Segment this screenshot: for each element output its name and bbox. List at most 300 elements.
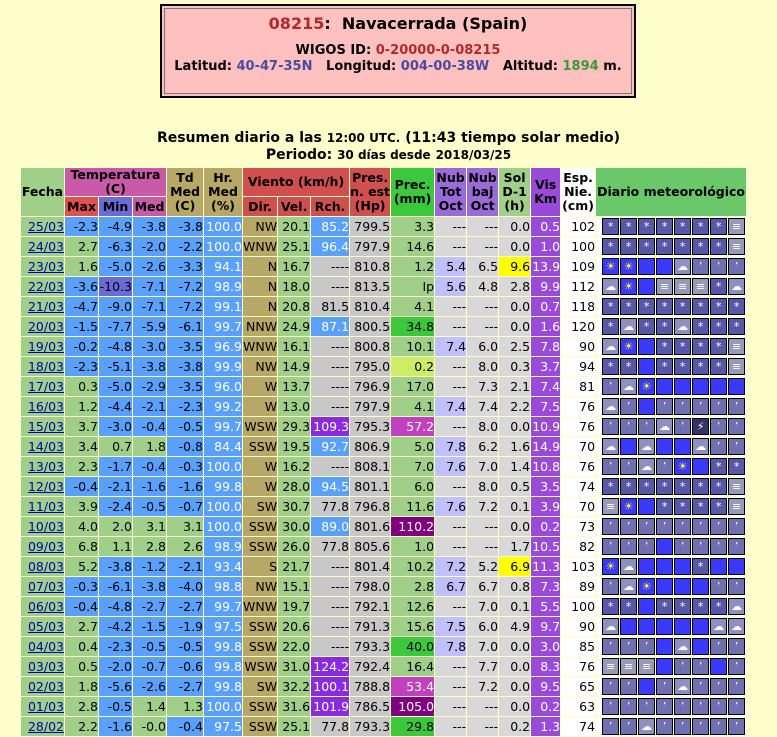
rain-icon: ʼ [674,518,691,535]
fog-icon: ≡ [656,278,673,295]
wind-dir-cell: SW [243,497,277,516]
cloud-total-cell: 7.5 [435,617,466,636]
sunshine-cell: 0.0 [499,677,530,696]
humidity-cell: 98.9 [204,537,242,556]
table-row [21,357,746,376]
date-link[interactable]: 16/03 [27,399,64,414]
dewpoint-cell: -0.5 [167,417,203,436]
table-row [21,217,746,236]
cloud-icon: ☁ [674,678,691,695]
blank-icon [656,378,673,395]
cloud-icon: ☁ [602,438,619,455]
snow-icon: * [674,498,691,515]
pressure-cell: 796.8 [350,497,390,516]
humidity-cell: 84.4 [204,437,242,456]
alt-unit: m. [603,59,622,74]
date-link[interactable]: 07/03 [27,579,64,594]
dewpoint-cell: 2.6 [167,537,203,556]
rain-icon: ʼ [602,678,619,695]
cloud-total-cell: --- [435,317,466,336]
cloud-low-cell: 6.0 [467,337,498,356]
rain-icon: ʼ [728,678,745,695]
temp-med-cell: -1.6 [133,477,166,496]
blank-icon [710,558,727,575]
snow-icon: * [620,298,637,315]
wind-gust-cell: ---- [311,457,349,476]
temp-med-cell: 3.1 [133,517,166,536]
weather-diary-cell [596,237,746,256]
temp-med-cell: -3.8 [133,357,166,376]
weather-diary-cell [596,417,746,436]
date-link[interactable]: 22/03 [27,279,64,294]
dewpoint-cell: -2.7 [167,677,203,696]
snow-icon: * [692,238,709,255]
snow-icon: * [710,338,727,355]
sunshine-cell: 1.7 [499,537,530,556]
snow-icon: * [674,338,691,355]
blank-icon [656,438,673,455]
sunshine-cell: 0.0 [499,417,530,436]
sunshine-cell: 2.8 [499,277,530,296]
blank-icon [674,578,691,595]
date-cell [21,457,64,476]
dewpoint-cell: -0.3 [167,457,203,476]
date-link[interactable]: 11/03 [27,499,64,514]
col-nubtot: Nub Tot Oct [435,168,466,216]
date-link[interactable]: 08/03 [27,559,64,574]
precip-cell: 11.6 [391,497,434,516]
snow-icon: * [602,598,619,615]
table-row [21,577,746,596]
wind-dir-cell: W [243,377,277,396]
date-link[interactable]: 20/03 [27,319,64,334]
precip-cell: 10.2 [391,557,434,576]
date-link[interactable]: 01/03 [27,699,64,714]
rain-icon: ʼ [692,398,709,415]
date-link[interactable]: 23/03 [27,259,64,274]
wind-speed-cell: 15.1 [278,577,310,596]
wind-speed-cell: 16.2 [278,457,310,476]
blank-icon [710,378,727,395]
blank-icon [656,638,673,655]
humidity-cell: 100.0 [204,237,242,256]
cloud-low-cell: --- [467,537,498,556]
cloud-icon: ☁ [674,258,691,275]
sunshine-cell: 0.0 [499,237,530,256]
cloud-low-cell: 5.2 [467,557,498,576]
temp-max-cell: 3.4 [65,437,98,456]
temp-med-cell: -0.4 [133,417,166,436]
date-link[interactable]: 14/03 [27,439,64,454]
snow-depth-cell: 76 [561,657,595,676]
wind-gust-cell: 77.8 [311,537,349,556]
wind-speed-cell: 32.2 [278,677,310,696]
humidity-cell: 99.7 [204,417,242,436]
temp-min-cell: -5.1 [99,357,132,376]
rain-icon: ʼ [710,438,727,455]
date-link[interactable]: 02/03 [27,679,64,694]
temp-min-cell: -3.0 [99,417,132,436]
weather-diary-cell [596,497,746,516]
dewpoint-cell: -1.9 [167,617,203,636]
table-row [21,617,746,636]
rain-icon: ʼ [674,658,691,675]
snow-icon: * [710,278,727,295]
temp-med-cell: -0.7 [133,657,166,676]
cloud-low-cell: 4.8 [467,277,498,296]
cloud-low-cell: --- [467,717,498,736]
table-row [21,537,746,556]
date-link[interactable]: 17/03 [27,379,64,394]
cloud-low-cell: --- [467,517,498,536]
wind-gust-cell: ---- [311,577,349,596]
date-link[interactable]: 09/03 [27,539,64,554]
precip-cell: 12.6 [391,597,434,616]
precip-cell: 53.4 [391,677,434,696]
wind-gust-cell: ---- [311,557,349,576]
pressure-cell: 806.9 [350,437,390,456]
alt-value: 1894 [562,59,599,74]
visibility-cell: 0.2 [531,517,560,536]
wind-speed-cell: 22.0 [278,637,310,656]
snow-depth-cell: 94 [561,357,595,376]
wind-speed-cell: 14.9 [278,357,310,376]
snow-icon: * [692,358,709,375]
summary-heading [0,130,777,164]
date-link[interactable]: 12/03 [27,479,64,494]
sun-icon: ☀ [620,258,637,275]
cloud-icon: ☁ [638,438,655,455]
cloud-total-cell: --- [435,217,466,236]
blank-icon [692,618,709,635]
temp-min-cell: -4.8 [99,337,132,356]
temp-med-cell: -7.1 [133,297,166,316]
wind-gust-cell: 101.9 [311,697,349,716]
temp-min-cell: -2.0 [99,657,132,676]
date-cell [21,597,64,616]
weather-diary-cell [596,577,746,596]
dewpoint-cell: -2.1 [167,557,203,576]
temp-max-cell: 4.0 [65,517,98,536]
snow-icon: * [692,218,709,235]
temp-max-cell: 0.4 [65,637,98,656]
date-cell [21,477,64,496]
date-link[interactable]: 13/03 [27,459,64,474]
date-link[interactable]: 06/03 [27,599,64,614]
table-row [21,417,746,436]
table-row [21,477,746,496]
col-esp: Esp. Nie. (cm) [561,168,595,216]
temp-max-cell: 1.8 [65,677,98,696]
temp-max-cell: 2.7 [65,617,98,636]
cloud-total-cell: 7.2 [435,557,466,576]
table-row [21,677,746,696]
snow-icon: * [602,218,619,235]
snow-icon: * [710,498,727,515]
blank-icon [710,658,727,675]
temp-max-cell: 6.8 [65,537,98,556]
blank-icon [656,578,673,595]
temp-med-cell: -0.4 [133,457,166,476]
rain-icon: ʼ [728,538,745,555]
sunshine-cell: 9.6 [499,257,530,276]
date-link[interactable]: 25/03 [27,219,64,234]
cloud-low-cell: 7.0 [467,457,498,476]
dewpoint-cell: -3.5 [167,337,203,356]
snow-depth-cell: 70 [561,497,595,516]
dewpoint-cell: -2.7 [167,597,203,616]
rain-icon: ʼ [620,518,637,535]
snow-depth-cell: 120 [561,317,595,336]
fog-icon: ≡ [728,238,745,255]
snow-icon: * [692,318,709,335]
snow-icon: * [674,218,691,235]
temp-med-cell: -7.1 [133,277,166,296]
blank-icon [638,358,655,375]
precip-cell: Ip [391,277,434,296]
date-link[interactable]: 28/02 [27,719,64,734]
date-cell [21,537,64,556]
fog-icon: ≡ [728,338,745,355]
cloud-low-cell: 7.0 [467,597,498,616]
snow-icon: * [656,318,673,335]
rain-icon: ʼ [656,718,673,735]
wind-gust-cell: 100.1 [311,677,349,696]
wind-speed-cell: 19.7 [278,597,310,616]
temp-min-cell: -1.7 [99,457,132,476]
snow-icon: * [656,598,673,615]
precip-cell: 3.3 [391,217,434,236]
rain-icon: ʼ [728,638,745,655]
snow-depth-cell: 90 [561,337,595,356]
sunshine-cell: 0.0 [499,317,530,336]
rain-icon: ʼ [692,518,709,535]
lon-label: Longitud: [326,59,397,74]
date-cell [21,257,64,276]
precip-cell: 4.1 [391,297,434,316]
rain-icon: ʼ [656,678,673,695]
weather-diary-cell [596,657,746,676]
wind-speed-cell: 25.1 [278,717,310,736]
col-med: Med [133,197,166,216]
visibility-cell: 3.0 [531,637,560,656]
snow-icon: * [638,478,655,495]
dewpoint-cell: -1.6 [167,477,203,496]
rain-icon: ʼ [602,718,619,735]
blank-icon [656,258,673,275]
visibility-cell: 0.5 [531,217,560,236]
date-link[interactable]: 15/03 [27,419,64,434]
snow-icon: * [692,598,709,615]
col-sol: Sol D-1 (h) [499,168,530,216]
snow-icon: * [656,218,673,235]
wind-dir-cell: NNW [243,317,277,336]
pressure-cell: 791.3 [350,617,390,636]
temp-med-cell: -2.0 [133,237,166,256]
weather-diary-cell [596,457,746,476]
summary-line-2 [0,147,777,164]
date-cell [21,577,64,596]
date-cell [21,337,64,356]
sunshine-cell: 0.5 [499,477,530,496]
temp-min-cell: -5.6 [99,677,132,696]
visibility-cell: 7.5 [531,397,560,416]
date-link[interactable]: 04/03 [27,639,64,654]
table-row [21,497,746,516]
weather-diary-cell [596,517,746,536]
temp-min-cell: -0.5 [99,697,132,716]
period-date: 2018/03/25 [435,148,512,162]
temp-max-cell: -3.6 [65,277,98,296]
cloud-low-cell: 7.3 [467,377,498,396]
weather-diary-cell [596,277,746,296]
blank-icon [656,618,673,635]
sunshine-cell: 4.9 [499,617,530,636]
date-link[interactable]: 10/03 [27,519,64,534]
visibility-cell: 7.8 [531,337,560,356]
cloud-low-cell: 7.0 [467,637,498,656]
pressure-cell: 792.4 [350,657,390,676]
date-cell [21,717,64,736]
temp-min-cell: 1.1 [99,537,132,556]
rain-icon: ʼ [710,698,727,715]
date-cell [21,377,64,396]
snow-icon: * [710,238,727,255]
dewpoint-cell: -7.2 [167,297,203,316]
blank-icon [692,638,709,655]
table-row [21,657,746,676]
humidity-cell: 99.7 [204,317,242,336]
date-link[interactable]: 19/03 [27,339,64,354]
station-title: 08215: Navacerrada (Spain) [268,14,528,33]
rain-icon: ʼ [692,538,709,555]
sunshine-cell: 0.0 [499,297,530,316]
visibility-cell: 7.3 [531,577,560,596]
sun-icon: ☀ [638,578,655,595]
humidity-cell: 100.0 [204,697,242,716]
temp-min-cell: -4.9 [99,217,132,236]
sun-icon: ☀ [602,258,619,275]
snow-icon: * [728,318,745,335]
humidity-cell: 100.0 [204,497,242,516]
table-row [21,437,746,456]
date-link[interactable]: 18/03 [27,359,64,374]
humidity-cell: 93.4 [204,557,242,576]
sun-icon: ☀ [620,278,637,295]
sunshine-cell: 0.2 [499,717,530,736]
wind-gust-cell: ---- [311,637,349,656]
wind-speed-cell: 30.7 [278,497,310,516]
col-viento: Viento (km/h) [243,168,349,196]
dewpoint-cell: -6.1 [167,317,203,336]
humidity-cell: 100.0 [204,217,242,236]
blank-icon [620,618,637,635]
lon-value: 004-00-38W [400,59,490,74]
blank-icon [638,678,655,695]
period-label: Periodo: [265,147,333,163]
weather-diary-cell [596,557,746,576]
humidity-cell: 94.1 [204,257,242,276]
col-max: Max [65,197,98,216]
cloud-total-cell: --- [435,717,466,736]
temp-med-cell: -3.8 [133,577,166,596]
date-cell [21,317,64,336]
cloud-icon: ☁ [638,718,655,735]
wind-speed-cell: 20.8 [278,297,310,316]
humidity-cell: 97.5 [204,617,242,636]
wind-dir-cell: W [243,477,277,496]
rain-icon: ʼ [674,398,691,415]
wind-speed-cell: 21.7 [278,557,310,576]
temp-max-cell: -0.2 [65,337,98,356]
date-link[interactable]: 21/03 [27,299,64,314]
rain-icon: ʼ [710,638,727,655]
snow-icon: * [728,298,745,315]
date-link[interactable]: 24/03 [27,239,64,254]
wind-speed-cell: 31.6 [278,697,310,716]
table-row [21,597,746,616]
rain-icon: ʼ [710,578,727,595]
rain-icon: ʼ [674,538,691,555]
precip-cell: 4.1 [391,397,434,416]
cloud-low-cell: 8.0 [467,417,498,436]
snow-depth-cell: 65 [561,677,595,696]
precip-cell: 15.6 [391,617,434,636]
temp-med-cell: -3.8 [133,217,166,236]
cloud-icon: ☁ [728,278,745,295]
pressure-cell: 801.6 [350,517,390,536]
snow-icon: * [692,298,709,315]
humidity-cell: 96.9 [204,337,242,356]
visibility-cell: 1.0 [531,237,560,256]
precip-cell: 17.0 [391,377,434,396]
weather-diary-cell [596,597,746,616]
temp-min-cell: -6.3 [99,237,132,256]
snow-icon: * [620,238,637,255]
pressure-cell: 800.8 [350,337,390,356]
date-cell [21,417,64,436]
rain-icon: ʼ [602,698,619,715]
wind-speed-cell: 25.1 [278,237,310,256]
col-min: Min [99,197,132,216]
sunshine-cell: 1.6 [499,437,530,456]
pressure-cell: 798.0 [350,577,390,596]
date-cell [21,217,64,236]
wind-speed-cell: 31.0 [278,657,310,676]
temp-max-cell: 3.7 [65,417,98,436]
wind-gust-cell: ---- [311,337,349,356]
rain-icon: ʼ [710,518,727,535]
date-link[interactable]: 03/03 [27,659,64,674]
cloud-total-cell: 5.6 [435,277,466,296]
snow-icon: * [656,478,673,495]
humidity-cell: 99.8 [204,637,242,656]
temp-max-cell: -2.3 [65,357,98,376]
table-row [21,557,746,576]
date-link[interactable]: 05/03 [27,619,64,634]
wind-dir-cell: SSW [243,537,277,556]
wind-dir-cell: SSW [243,517,277,536]
rain-icon: ʼ [692,698,709,715]
snow-icon: * [674,238,691,255]
wind-speed-cell: 28.0 [278,477,310,496]
wind-gust-cell: ---- [311,617,349,636]
sun-icon: ☀ [674,458,691,475]
dewpoint-cell: -0.6 [167,657,203,676]
temp-min-cell: -2.4 [99,497,132,516]
snow-icon: * [602,358,619,375]
sunshine-cell: 0.0 [499,217,530,236]
